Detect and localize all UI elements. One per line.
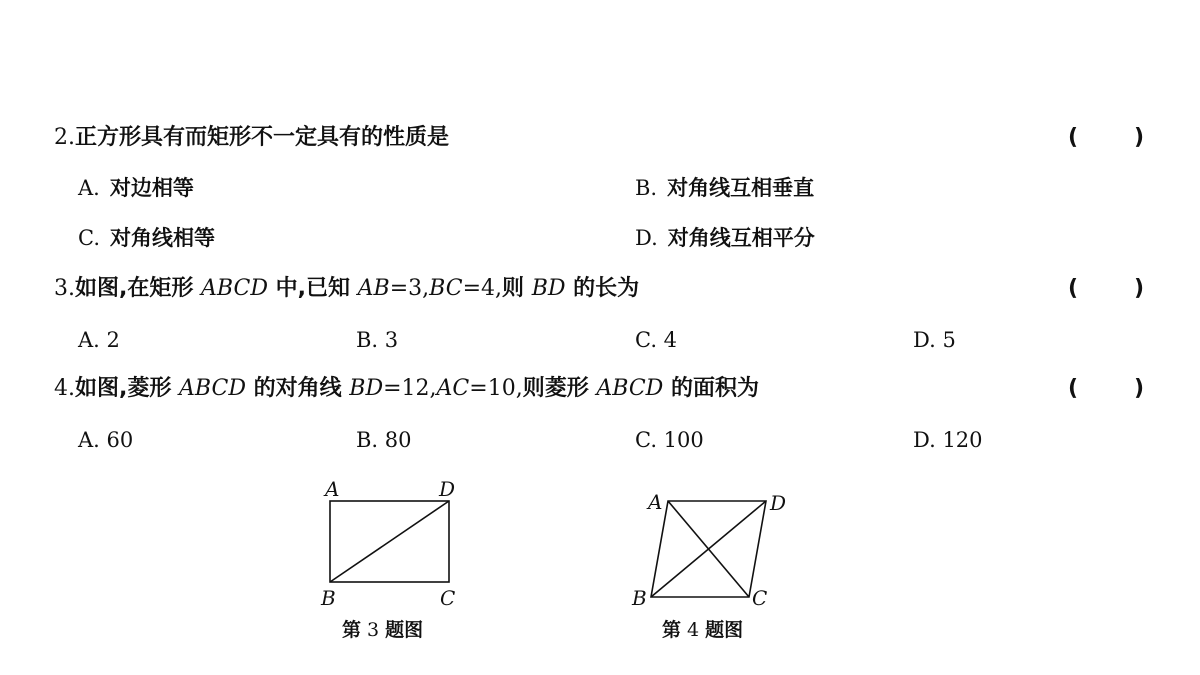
question-2-option-a[interactable]: A. 对边相等 bbox=[78, 176, 194, 200]
vertex-label-b: B bbox=[321, 586, 336, 610]
question-2-text: 正方形具有而矩形不一定具有的性质是 bbox=[75, 125, 450, 150]
figure-3-rectangle bbox=[310, 472, 470, 612]
q4-bd: BD bbox=[349, 376, 384, 401]
question-4-option-a[interactable]: A. 60 bbox=[78, 428, 134, 452]
question-3-option-d[interactable]: D. 5 bbox=[913, 328, 956, 352]
question-2-option-d[interactable]: D. 对角线互相平分 bbox=[635, 226, 815, 250]
q3-bd: BD bbox=[531, 276, 566, 301]
question-4-option-b[interactable]: B. 80 bbox=[356, 428, 412, 452]
figure-3-caption: 第 3 题图 bbox=[342, 619, 424, 641]
vertex-label-c: C bbox=[752, 586, 768, 610]
figure-4-caption: 第 4 题图 bbox=[662, 619, 744, 641]
question-4-option-d[interactable]: D. 120 bbox=[913, 428, 983, 452]
q4-ac: AC bbox=[436, 376, 470, 401]
q4-abcd-2: ABCD bbox=[596, 376, 664, 401]
q3-bc: BC bbox=[429, 276, 463, 301]
question-3-option-c[interactable]: C. 4 bbox=[635, 328, 678, 352]
vertex-label-d: D bbox=[439, 477, 456, 501]
question-2-stem bbox=[54, 124, 449, 152]
q4-abcd: ABCD bbox=[179, 376, 246, 401]
figure-4-rhombus bbox=[625, 472, 805, 612]
q3-ab: AB bbox=[357, 276, 390, 301]
diagonal-bd bbox=[330, 501, 449, 582]
question-3-number: 3. bbox=[54, 276, 75, 301]
question-3-option-b[interactable]: B. 3 bbox=[356, 328, 399, 352]
vertex-label-a: A bbox=[325, 477, 340, 501]
question-4-option-c[interactable]: C. 100 bbox=[635, 428, 704, 452]
vertex-label-c: C bbox=[440, 586, 456, 610]
question-4-number: 4. bbox=[54, 376, 75, 401]
question-3-stem: 3.如图,在矩形 ABCD 中,已知 AB=3,BC=4,则 BD 的长为 bbox=[54, 276, 640, 301]
q3-abcd: ABCD bbox=[201, 276, 268, 301]
vertex-label-a: A bbox=[648, 490, 663, 514]
question-2-option-b[interactable]: B. 对角线互相垂直 bbox=[635, 176, 815, 200]
diagonal-bd bbox=[651, 501, 766, 597]
question-4-stem: 4.如图,菱形 ABCD 的对角线 BD=12,AC=10,则菱形 ABCD 的面积为 bbox=[54, 376, 759, 401]
question-3-option-a[interactable]: A. 2 bbox=[78, 328, 120, 352]
vertex-label-b: B bbox=[632, 586, 647, 610]
question-2-option-c[interactable]: C. 对角线相等 bbox=[78, 226, 215, 250]
question-2-number: 2. bbox=[54, 125, 75, 150]
vertex-label-d: D bbox=[770, 491, 787, 515]
